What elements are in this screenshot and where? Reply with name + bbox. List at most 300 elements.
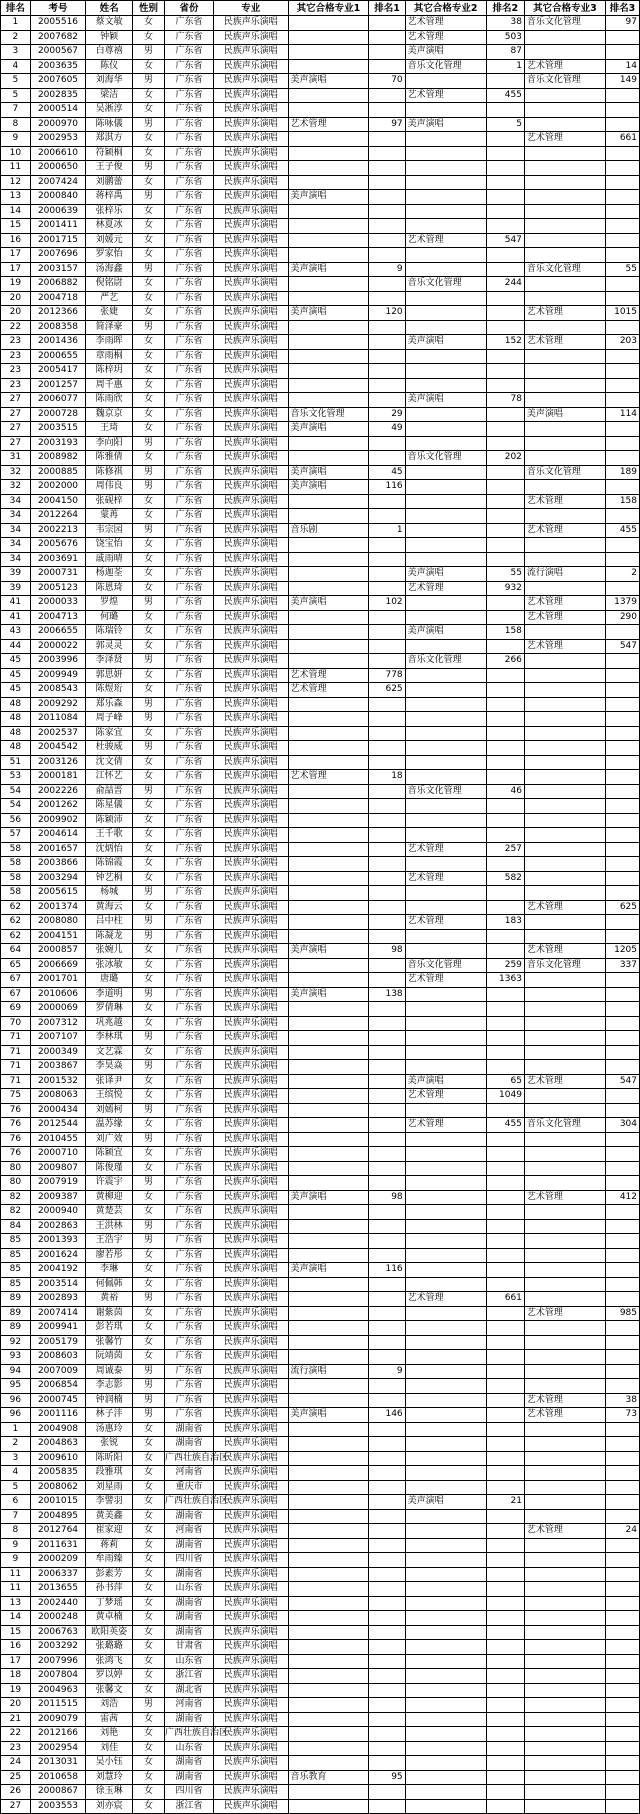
major-cell: 民族声乐演唱 bbox=[213, 146, 288, 161]
other-major-2-cell bbox=[405, 1147, 486, 1162]
rank-1-cell bbox=[369, 1509, 405, 1524]
rank-3-cell: 455 bbox=[605, 523, 639, 538]
major-cell: 民族声乐演唱 bbox=[213, 30, 288, 45]
rank-2-cell bbox=[486, 1770, 524, 1785]
gender-cell: 男 bbox=[133, 1292, 165, 1307]
exam-number-cell: 2005179 bbox=[30, 1335, 85, 1350]
other-major-3-cell bbox=[524, 1712, 605, 1727]
rank-cell: 4 bbox=[1, 1466, 31, 1481]
rank-cell: 51 bbox=[1, 755, 31, 770]
rank-1-cell bbox=[369, 364, 405, 379]
rank-1-cell bbox=[369, 1466, 405, 1481]
gender-cell: 男 bbox=[133, 915, 165, 930]
province-cell: 湖南省 bbox=[164, 1625, 213, 1640]
other-major-1-cell bbox=[288, 581, 369, 596]
gender-cell: 女 bbox=[133, 1785, 165, 1800]
other-major-1-cell bbox=[288, 1234, 369, 1249]
rank-2-cell: 266 bbox=[486, 654, 524, 669]
exam-number-cell: 2001411 bbox=[30, 219, 85, 234]
rank-2-cell bbox=[486, 1640, 524, 1655]
province-cell: 广东省 bbox=[164, 538, 213, 553]
table-row bbox=[1, 871, 640, 886]
rank-1-cell bbox=[369, 929, 405, 944]
gender-cell: 男 bbox=[133, 1176, 165, 1191]
table-row bbox=[1, 1480, 640, 1495]
other-major-2-cell bbox=[405, 523, 486, 538]
other-major-2-cell bbox=[405, 1205, 486, 1220]
table-row bbox=[1, 1495, 640, 1510]
rank-3-cell bbox=[605, 190, 639, 205]
table-row bbox=[1, 1248, 640, 1263]
table-row bbox=[1, 1799, 640, 1814]
rank-3-cell bbox=[605, 1103, 639, 1118]
exam-number-cell: 2011515 bbox=[30, 1698, 85, 1713]
header-row bbox=[1, 1, 640, 16]
rank-2-cell bbox=[486, 1263, 524, 1278]
exam-number-cell: 2000248 bbox=[30, 1611, 85, 1626]
other-major-1-cell bbox=[288, 1147, 369, 1162]
exam-number-cell: 2002537 bbox=[30, 726, 85, 741]
other-major-1-cell bbox=[288, 30, 369, 45]
name-cell: 梁洁 bbox=[86, 88, 133, 103]
name-cell: 刘亦宸 bbox=[86, 1799, 133, 1814]
other-major-3-cell bbox=[524, 117, 605, 132]
gender-cell: 男 bbox=[133, 929, 165, 944]
rank-3-cell bbox=[605, 842, 639, 857]
gender-cell: 女 bbox=[133, 364, 165, 379]
table-row bbox=[1, 1234, 640, 1249]
rank-2-cell bbox=[486, 306, 524, 321]
exam-number-cell: 2003996 bbox=[30, 654, 85, 669]
rank-3-cell bbox=[605, 1292, 639, 1307]
table-row bbox=[1, 1698, 640, 1713]
rank-cell: 34 bbox=[1, 494, 31, 509]
name-cell: 陈锦霞 bbox=[86, 857, 133, 872]
other-major-3-cell bbox=[524, 509, 605, 524]
rank-1-cell bbox=[369, 1132, 405, 1147]
rank-1-cell: 9 bbox=[369, 1364, 405, 1379]
rank-2-cell bbox=[486, 1205, 524, 1220]
rank-2-cell bbox=[486, 132, 524, 147]
other-major-2-cell bbox=[405, 1785, 486, 1800]
rank-1-cell bbox=[369, 1654, 405, 1669]
name-cell: 陈修祺 bbox=[86, 465, 133, 480]
major-cell: 民族声乐演唱 bbox=[213, 1408, 288, 1423]
name-cell: 陈颖宜 bbox=[86, 1147, 133, 1162]
other-major-3-cell bbox=[524, 30, 605, 45]
name-cell: 蔡文敏 bbox=[86, 16, 133, 31]
rank-2-cell: 547 bbox=[486, 233, 524, 248]
other-major-2-cell bbox=[405, 683, 486, 698]
rank-3-cell: 38 bbox=[605, 1393, 639, 1408]
rank-1-cell bbox=[369, 103, 405, 118]
rank-2-cell bbox=[486, 697, 524, 712]
province-cell: 广东省 bbox=[164, 393, 213, 408]
major-cell: 民族声乐演唱 bbox=[213, 509, 288, 524]
other-major-2-cell bbox=[405, 1480, 486, 1495]
other-major-1-cell bbox=[288, 1480, 369, 1495]
rank-1-cell bbox=[369, 1379, 405, 1394]
other-major-3-cell bbox=[524, 480, 605, 495]
other-major-3-cell: 艺术管理 bbox=[524, 306, 605, 321]
table-header bbox=[1, 1, 640, 16]
name-cell: 章雨桐 bbox=[86, 349, 133, 364]
other-major-1-cell bbox=[288, 1016, 369, 1031]
other-major-2-cell bbox=[405, 1553, 486, 1568]
rank-cell: 17 bbox=[1, 1654, 31, 1669]
rank-2-cell bbox=[486, 1466, 524, 1481]
other-major-3-cell bbox=[524, 929, 605, 944]
other-major-2-cell bbox=[405, 219, 486, 234]
table-row bbox=[1, 132, 640, 147]
rank-cell: 76 bbox=[1, 1118, 31, 1133]
rank-1-cell bbox=[369, 204, 405, 219]
table-row bbox=[1, 1074, 640, 1089]
header-gender: 性别 bbox=[133, 1, 165, 16]
major-cell: 民族声乐演唱 bbox=[213, 552, 288, 567]
rank-cell: 93 bbox=[1, 1350, 31, 1365]
rank-3-cell bbox=[605, 770, 639, 785]
province-cell: 广东省 bbox=[164, 320, 213, 335]
rank-1-cell: 98 bbox=[369, 944, 405, 959]
gender-cell: 女 bbox=[133, 88, 165, 103]
header-other-major-2: 其它合格专业2 bbox=[405, 1, 486, 16]
rank-1-cell: 102 bbox=[369, 596, 405, 611]
exam-number-cell: 2000867 bbox=[30, 1785, 85, 1800]
name-cell: 谢紫茵 bbox=[86, 1306, 133, 1321]
other-major-3-cell bbox=[524, 915, 605, 930]
province-cell: 广东省 bbox=[164, 958, 213, 973]
table-row bbox=[1, 726, 640, 741]
name-cell: 罗倩琳 bbox=[86, 1002, 133, 1017]
table-row bbox=[1, 1596, 640, 1611]
rank-1-cell bbox=[369, 59, 405, 74]
other-major-1-cell bbox=[288, 625, 369, 640]
other-major-2-cell bbox=[405, 1466, 486, 1481]
other-major-2-cell bbox=[405, 1045, 486, 1060]
name-cell: 李泽贤 bbox=[86, 654, 133, 669]
header-major: 专业 bbox=[213, 1, 288, 16]
major-cell: 民族声乐演唱 bbox=[213, 1234, 288, 1249]
province-cell: 广东省 bbox=[164, 929, 213, 944]
other-major-1-cell: 艺术管理 bbox=[288, 668, 369, 683]
other-major-3-cell bbox=[524, 683, 605, 698]
rank-cell: 89 bbox=[1, 1321, 31, 1336]
other-major-2-cell bbox=[405, 349, 486, 364]
gender-cell: 女 bbox=[133, 1422, 165, 1437]
rank-cell: 57 bbox=[1, 828, 31, 843]
rank-1-cell bbox=[369, 1799, 405, 1814]
other-major-3-cell bbox=[524, 103, 605, 118]
rank-2-cell bbox=[486, 1625, 524, 1640]
other-major-3-cell bbox=[524, 1350, 605, 1365]
other-major-2-cell bbox=[405, 1060, 486, 1075]
other-major-1-cell bbox=[288, 1306, 369, 1321]
rank-cell: 16 bbox=[1, 1640, 31, 1655]
rank-3-cell bbox=[605, 378, 639, 393]
other-major-2-cell: 艺术管理 bbox=[405, 1089, 486, 1104]
rank-1-cell bbox=[369, 1495, 405, 1510]
other-major-3-cell bbox=[524, 204, 605, 219]
rank-3-cell bbox=[605, 1422, 639, 1437]
rank-cell: 1 bbox=[1, 1422, 31, 1437]
exam-number-cell: 2002226 bbox=[30, 784, 85, 799]
rank-2-cell bbox=[486, 161, 524, 176]
province-cell: 广东省 bbox=[164, 480, 213, 495]
exam-number-cell: 2002953 bbox=[30, 132, 85, 147]
rank-2-cell bbox=[486, 1480, 524, 1495]
rank-1-cell bbox=[369, 132, 405, 147]
rank-1-cell: 18 bbox=[369, 770, 405, 785]
table-row bbox=[1, 741, 640, 756]
major-cell: 民族声乐演唱 bbox=[213, 668, 288, 683]
other-major-3-cell bbox=[524, 1756, 605, 1771]
other-major-3-cell bbox=[524, 451, 605, 466]
rank-3-cell bbox=[605, 799, 639, 814]
major-cell: 民族声乐演唱 bbox=[213, 1379, 288, 1394]
name-cell: 陈雅倩 bbox=[86, 451, 133, 466]
other-major-1-cell bbox=[288, 436, 369, 451]
rank-3-cell bbox=[605, 1799, 639, 1814]
rank-3-cell bbox=[605, 248, 639, 263]
rank-2-cell bbox=[486, 1147, 524, 1162]
other-major-1-cell bbox=[288, 1350, 369, 1365]
rank-1-cell bbox=[369, 857, 405, 872]
rank-1-cell bbox=[369, 320, 405, 335]
other-major-1-cell bbox=[288, 1741, 369, 1756]
gender-cell: 男 bbox=[133, 1393, 165, 1408]
name-cell: 许震宇 bbox=[86, 1176, 133, 1191]
rank-cell: 18 bbox=[1, 1669, 31, 1684]
province-cell: 广东省 bbox=[164, 1364, 213, 1379]
province-cell: 广东省 bbox=[164, 915, 213, 930]
other-major-2-cell bbox=[405, 1263, 486, 1278]
rank-2-cell: 455 bbox=[486, 1118, 524, 1133]
gender-cell: 女 bbox=[133, 291, 165, 306]
other-major-3-cell: 艺术管理 bbox=[524, 1190, 605, 1205]
rank-cell: 10 bbox=[1, 146, 31, 161]
table-row bbox=[1, 900, 640, 915]
gender-cell: 女 bbox=[133, 1480, 165, 1495]
name-cell: 刘慧玲 bbox=[86, 1770, 133, 1785]
table-row bbox=[1, 1147, 640, 1162]
major-cell: 民族声乐演唱 bbox=[213, 1669, 288, 1684]
rank-1-cell bbox=[369, 1292, 405, 1307]
gender-cell: 女 bbox=[133, 378, 165, 393]
rank-2-cell: 1049 bbox=[486, 1089, 524, 1104]
other-major-2-cell bbox=[405, 1234, 486, 1249]
exam-number-cell: 2006337 bbox=[30, 1567, 85, 1582]
rank-1-cell bbox=[369, 1727, 405, 1742]
exam-number-cell: 2000840 bbox=[30, 190, 85, 205]
rank-cell: 7 bbox=[1, 1509, 31, 1524]
table-row bbox=[1, 146, 640, 161]
other-major-3-cell bbox=[524, 871, 605, 886]
other-major-3-cell bbox=[524, 1495, 605, 1510]
other-major-1-cell: 美声演唱 bbox=[288, 190, 369, 205]
province-cell: 广东省 bbox=[164, 1393, 213, 1408]
other-major-1-cell: 美声演唱 bbox=[288, 596, 369, 611]
exam-number-cell: 2000655 bbox=[30, 349, 85, 364]
exam-number-cell: 2001393 bbox=[30, 1234, 85, 1249]
other-major-1-cell bbox=[288, 1625, 369, 1640]
rank-1-cell bbox=[369, 1205, 405, 1220]
other-major-3-cell bbox=[524, 291, 605, 306]
rank-2-cell bbox=[486, 291, 524, 306]
name-cell: 蒋莉 bbox=[86, 1538, 133, 1553]
province-cell: 广东省 bbox=[164, 219, 213, 234]
table-row bbox=[1, 1611, 640, 1626]
major-cell: 民族声乐演唱 bbox=[213, 262, 288, 277]
rank-2-cell bbox=[486, 436, 524, 451]
other-major-3-cell: 艺术管理 bbox=[524, 596, 605, 611]
other-major-3-cell bbox=[524, 625, 605, 640]
table-row bbox=[1, 1785, 640, 1800]
major-cell: 民族声乐演唱 bbox=[213, 1756, 288, 1771]
rank-cell: 62 bbox=[1, 915, 31, 930]
header-name: 姓名 bbox=[86, 1, 133, 16]
exam-number-cell: 2004718 bbox=[30, 291, 85, 306]
other-major-1-cell: 美声演唱 bbox=[288, 1190, 369, 1205]
table-row bbox=[1, 393, 640, 408]
other-major-2-cell bbox=[405, 1350, 486, 1365]
table-row bbox=[1, 248, 640, 263]
other-major-3-cell: 艺术管理 bbox=[524, 1074, 605, 1089]
major-cell: 民族声乐演唱 bbox=[213, 1364, 288, 1379]
rank-1-cell: 116 bbox=[369, 480, 405, 495]
name-cell: 刘嫣柯 bbox=[86, 1103, 133, 1118]
other-major-3-cell: 音乐文化管理 bbox=[524, 958, 605, 973]
name-cell: 崔家迎 bbox=[86, 1524, 133, 1539]
table-row bbox=[1, 1103, 640, 1118]
rank-3-cell bbox=[605, 726, 639, 741]
other-major-2-cell bbox=[405, 1654, 486, 1669]
rank-cell: 9 bbox=[1, 1538, 31, 1553]
other-major-2-cell bbox=[405, 1335, 486, 1350]
exam-number-cell: 2002893 bbox=[30, 1292, 85, 1307]
rank-2-cell: 661 bbox=[486, 1292, 524, 1307]
other-major-1-cell bbox=[288, 1060, 369, 1075]
major-cell: 民族声乐演唱 bbox=[213, 277, 288, 292]
rank-3-cell bbox=[605, 1756, 639, 1771]
other-major-3-cell bbox=[524, 190, 605, 205]
other-major-2-cell: 美声演唱 bbox=[405, 335, 486, 350]
rank-cell: 82 bbox=[1, 1190, 31, 1205]
exam-number-cell: 2005615 bbox=[30, 886, 85, 901]
other-major-1-cell bbox=[288, 1176, 369, 1191]
other-major-1-cell bbox=[288, 1596, 369, 1611]
rank-cell: 71 bbox=[1, 1074, 31, 1089]
rank-1-cell bbox=[369, 451, 405, 466]
rank-2-cell bbox=[486, 1031, 524, 1046]
exam-number-cell: 2001257 bbox=[30, 378, 85, 393]
exam-number-cell: 2007414 bbox=[30, 1306, 85, 1321]
other-major-3-cell bbox=[524, 1016, 605, 1031]
province-cell: 广东省 bbox=[164, 552, 213, 567]
other-major-2-cell bbox=[405, 929, 486, 944]
exam-number-cell: 2010658 bbox=[30, 1770, 85, 1785]
name-cell: 白尊禧 bbox=[86, 45, 133, 60]
major-cell: 民族声乐演唱 bbox=[213, 1741, 288, 1756]
other-major-2-cell bbox=[405, 1741, 486, 1756]
other-major-2-cell bbox=[405, 480, 486, 495]
rank-cell: 71 bbox=[1, 1045, 31, 1060]
rank-3-cell: 189 bbox=[605, 465, 639, 480]
rank-1-cell bbox=[369, 1698, 405, 1713]
other-major-3-cell: 流行演唱 bbox=[524, 567, 605, 582]
rank-cell: 15 bbox=[1, 1625, 31, 1640]
rank-3-cell: 55 bbox=[605, 262, 639, 277]
rank-cell: 13 bbox=[1, 190, 31, 205]
rank-cell: 92 bbox=[1, 1335, 31, 1350]
table-row bbox=[1, 1364, 640, 1379]
table-row bbox=[1, 262, 640, 277]
name-cell: 周子峰 bbox=[86, 712, 133, 727]
other-major-3-cell bbox=[524, 1538, 605, 1553]
name-cell: 郭灵灵 bbox=[86, 639, 133, 654]
province-cell: 四川省 bbox=[164, 1785, 213, 1800]
other-major-3-cell bbox=[524, 1741, 605, 1756]
other-major-3-cell bbox=[524, 828, 605, 843]
major-cell: 民族声乐演唱 bbox=[213, 973, 288, 988]
header-other-major-1: 其它合格专业1 bbox=[288, 1, 369, 16]
province-cell: 广东省 bbox=[164, 1219, 213, 1234]
other-major-2-cell: 艺术管理 bbox=[405, 842, 486, 857]
rank-1-cell bbox=[369, 1582, 405, 1597]
rank-3-cell bbox=[605, 1770, 639, 1785]
gender-cell: 女 bbox=[133, 30, 165, 45]
exam-number-cell: 2000567 bbox=[30, 45, 85, 60]
other-major-2-cell: 艺术管理 bbox=[405, 915, 486, 930]
province-cell: 广东省 bbox=[164, 291, 213, 306]
other-major-1-cell bbox=[288, 161, 369, 176]
gender-cell: 男 bbox=[133, 712, 165, 727]
rank-cell: 14 bbox=[1, 1611, 31, 1626]
rank-3-cell bbox=[605, 1727, 639, 1742]
rank-2-cell bbox=[486, 1582, 524, 1597]
rank-2-cell bbox=[486, 1190, 524, 1205]
other-major-1-cell bbox=[288, 1393, 369, 1408]
major-cell: 民族声乐演唱 bbox=[213, 813, 288, 828]
other-major-3-cell bbox=[524, 422, 605, 437]
other-major-1-cell bbox=[288, 1248, 369, 1263]
rank-3-cell bbox=[605, 1495, 639, 1510]
other-major-2-cell bbox=[405, 741, 486, 756]
exam-number-cell: 2005676 bbox=[30, 538, 85, 553]
province-cell: 广东省 bbox=[164, 654, 213, 669]
name-cell: 魏京京 bbox=[86, 407, 133, 422]
other-major-3-cell bbox=[524, 248, 605, 263]
rank-3-cell bbox=[605, 668, 639, 683]
province-cell: 湖南省 bbox=[164, 1509, 213, 1524]
name-cell: 刘媛元 bbox=[86, 233, 133, 248]
rank-2-cell bbox=[486, 1799, 524, 1814]
name-cell: 王浩宇 bbox=[86, 1234, 133, 1249]
name-cell: 林夏冰 bbox=[86, 219, 133, 234]
rank-cell: 3 bbox=[1, 45, 31, 60]
exam-number-cell: 2007996 bbox=[30, 1654, 85, 1669]
rank-2-cell: 503 bbox=[486, 30, 524, 45]
name-cell: 陈瑞铃 bbox=[86, 625, 133, 640]
exam-number-cell: 2008080 bbox=[30, 915, 85, 930]
gender-cell: 女 bbox=[133, 1669, 165, 1684]
other-major-3-cell bbox=[524, 1683, 605, 1698]
name-cell: 张梓乐 bbox=[86, 204, 133, 219]
province-cell: 广东省 bbox=[164, 668, 213, 683]
other-major-1-cell: 美声演唱 bbox=[288, 1408, 369, 1423]
name-cell: 唐璐 bbox=[86, 973, 133, 988]
rank-1-cell bbox=[369, 30, 405, 45]
